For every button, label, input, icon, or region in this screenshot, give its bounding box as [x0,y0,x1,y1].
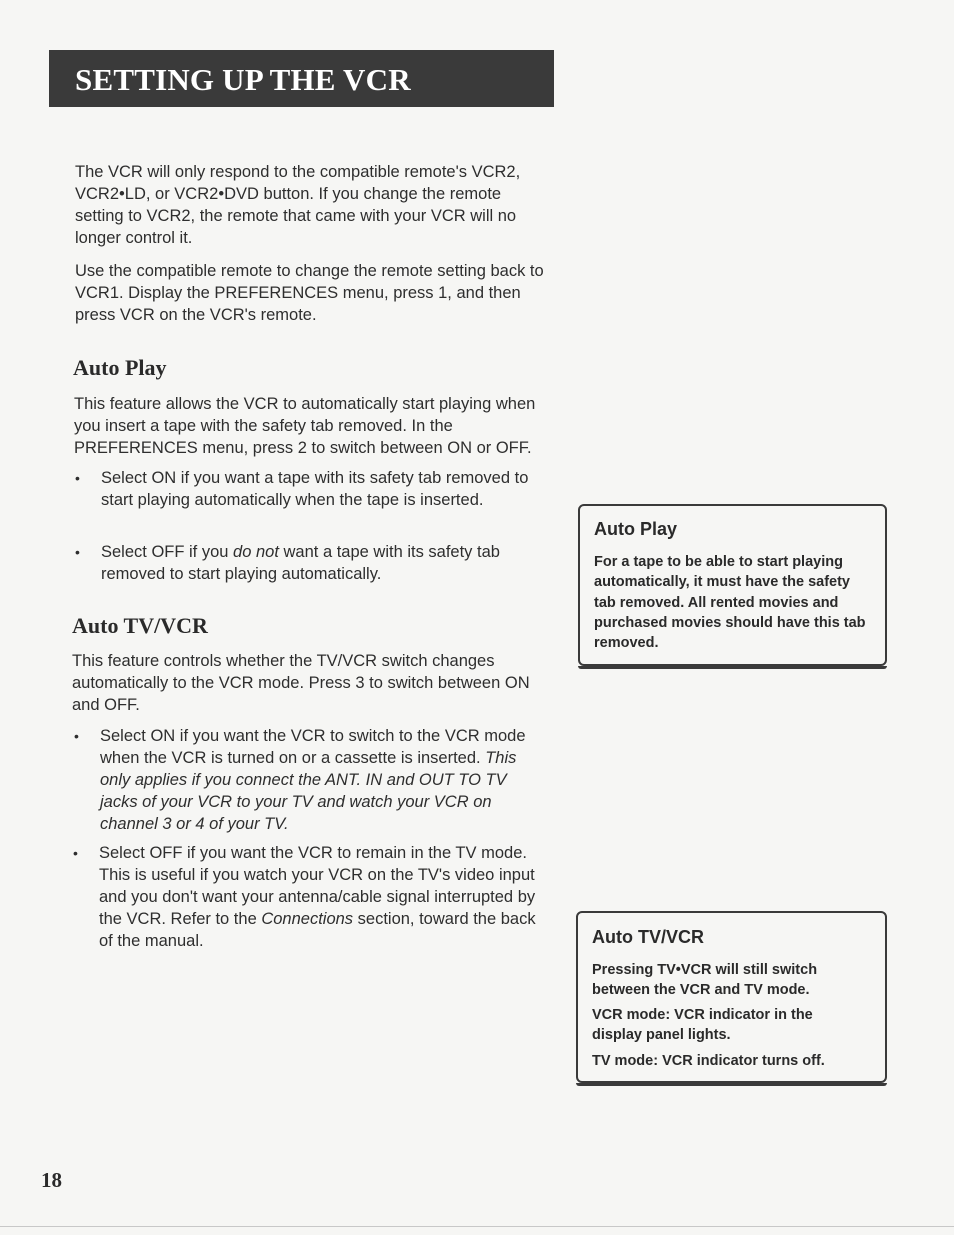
page-title: SETTING UP THE VCR [75,62,411,97]
bullet-dot: • [75,544,80,560]
auto-tv-vcr-description: This feature controls whether the TV/VCR switch changes automatically to the VCR mode. Press 3 to switch between ON and OFF. [72,652,530,714]
auto-play-sidebar-box [578,504,887,666]
auto-tv-vcr-bullet-off: • Select OFF if you want the VCR to remain in the TV mode. This is useful if you watch your VCR on the TV's video input and you don't want your antenna/cable signal interrupted by the VCR. Refer to the Connections section, toward the back of the manual. [73,844,536,950]
auto-play-bullet-on: • Select ON if you want a tape with its safety tab removed to start playing automatically when the tape is inserted. [75,469,529,509]
bottom-rule [0,1226,954,1227]
bullet-dot: • [75,470,80,486]
auto-play-bullet-off: • Select OFF if you do not want a tape with its safety tab removed to start playing automatically. [75,543,500,583]
page-number: 18 [41,1168,62,1192]
sidebar-text-line-1: Pressing TV•VCR will still switch between the VCR and TV mode. [592,962,818,999]
bullet-dot: • [74,728,79,744]
sidebar-text-line-3: TV mode: VCR indicator turns off. [592,1053,825,1069]
sidebar-text-line-2: VCR mode: VCR indicator in the display panel lights. [592,1007,813,1044]
sidebar-title: Auto TV/VCR [592,927,704,947]
section-header-bar [49,50,554,107]
intro-paragraph-1: The VCR will only respond to the compatible remote's VCR2, VCR2•LD, or VCR2•DVD button. If you change the remote setting to VCR2, the remote that came with your VCR will no longer control it. [75,163,521,247]
sidebar-title: Auto Play [594,519,678,539]
auto-tv-vcr-sidebar-box [576,911,887,1083]
bullet-dot: • [73,845,78,861]
sidebar-text: For a tape to be able to start playing automatically, it must have the safety tab removed. All rented movies and purchased movies should have this tab removed. [594,554,866,652]
auto-tv-vcr-heading: Auto TV/VCR [72,613,208,638]
auto-play-description: This feature allows the VCR to automatically start playing when you insert a tape with the safety tab removed. In the PREFERENCES menu, press 2 to switch between ON or OFF. [74,395,536,457]
intro-paragraph-2: Use the compatible remote to change the remote setting back to VCR1. Display the PREFERENCES menu, press 1, and then press VCR on the VCR's remote. [75,262,544,324]
auto-play-heading: Auto Play [73,355,167,380]
auto-tv-vcr-bullet-on: • Select ON if you want the VCR to switch to the VCR mode when the VCR is turned on or a cassette is inserted. This only applies if you connect the ANT. IN and OUT TO TV jacks of your VCR to your TV and watch your VCR on channel 3 or 4 of your TV. [74,727,526,833]
